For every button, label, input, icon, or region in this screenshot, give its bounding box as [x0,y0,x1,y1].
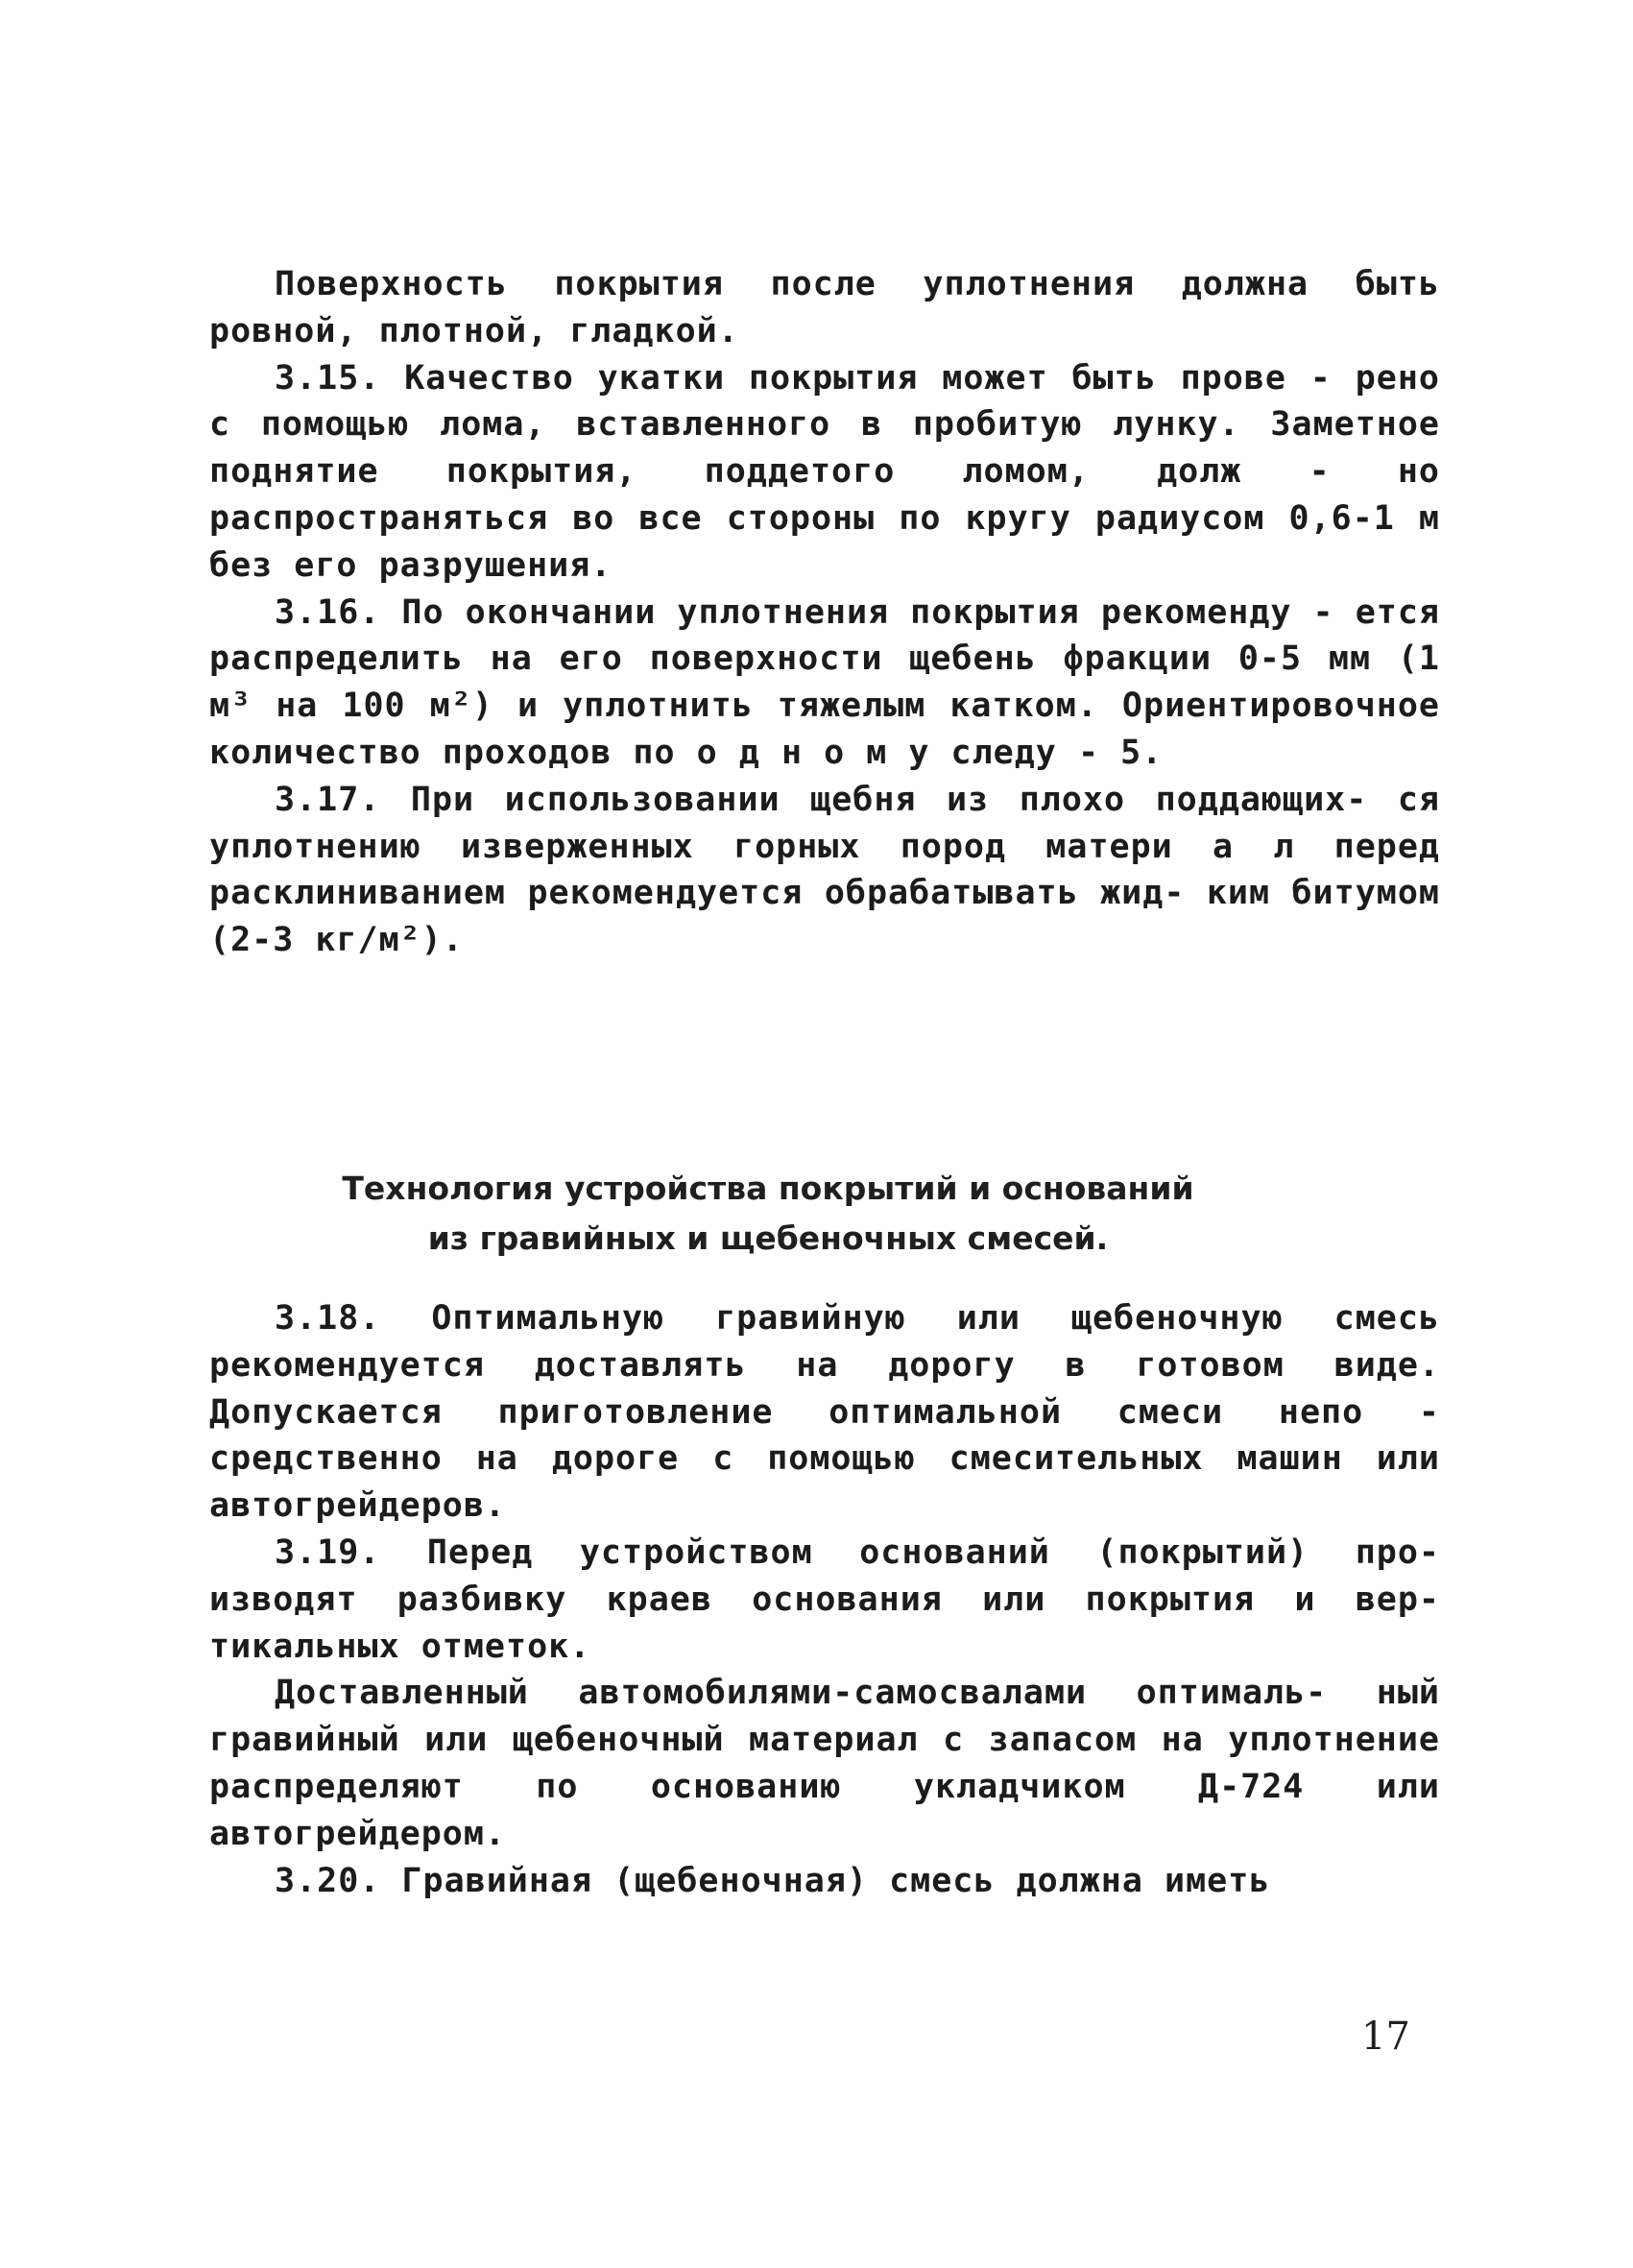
paragraph-3-20: 3.20. Гравийная (щебеночная) смесь должна иметь [275,1861,1271,1900]
paragraph-3-15: 3.15. Качество укатки покрытия может быть прове - рено с помощью лома, вставленного в пробитую лунку. Заметное поднятие покрытия, поддетого ломом, долж - но распространяться во все стороны по кругу радиусом 0,6-1 м без его разрушения. [209,358,1440,585]
bottom-text-block [209,1295,1440,1904]
paragraph-delivered: Доставленный автомобилями-самосвалами оптималь- ный гравийный или щебеночный материал с запасом на уплотнение распределяют по основанию укладчиком Д-724 или автогрейдером. [209,1674,1440,1853]
paragraph-3-18: 3.18. Оптимальную гравийную или щебеночную смесь рекомендуется доставлять на дорогу в готовом виде. Допускается приготовление оптимальной смеси непо - средственно на дороге с помощью смесительных машин или автогрейдеров. [209,1299,1440,1526]
section-heading-line-1: Технология устройства покрытий и оснований [342,1170,1194,1207]
section-heading-line-2: из гравийных и щебеночных смесей. [427,1219,1109,1257]
section-heading [288,1164,1248,1264]
paragraph-3-17: 3.17. При использовании щебня из плохо поддающих- ся уплотнению изверженных горных пород матери а л перед расклиниванием рекомендуется обрабатывать жид- ким битумом (2-3 кг/м²). [209,780,1440,960]
paragraph-3-19: 3.19. Перед устройством оснований (покрытий) про- изводят разбивку краев основания или покрытия и вер- тикальных отметок. [209,1532,1440,1666]
paragraph-surface: Поверхность покрытия после уплотнения должна быть ровной, плотной, гладкой. [209,265,1440,350]
page-number: 17 [1361,2015,1410,2059]
paragraph-3-16: 3.16. По окончании уплотнения покрытия рекоменду - ется распределить на его поверхности щебень фракции 0-5 мм (1 м³ на 100 м²) и уплотнить тяжелым катком. Ориентировочное количество проходов по о д н о м у следу - 5. [209,592,1440,772]
top-text-block [209,261,1440,964]
